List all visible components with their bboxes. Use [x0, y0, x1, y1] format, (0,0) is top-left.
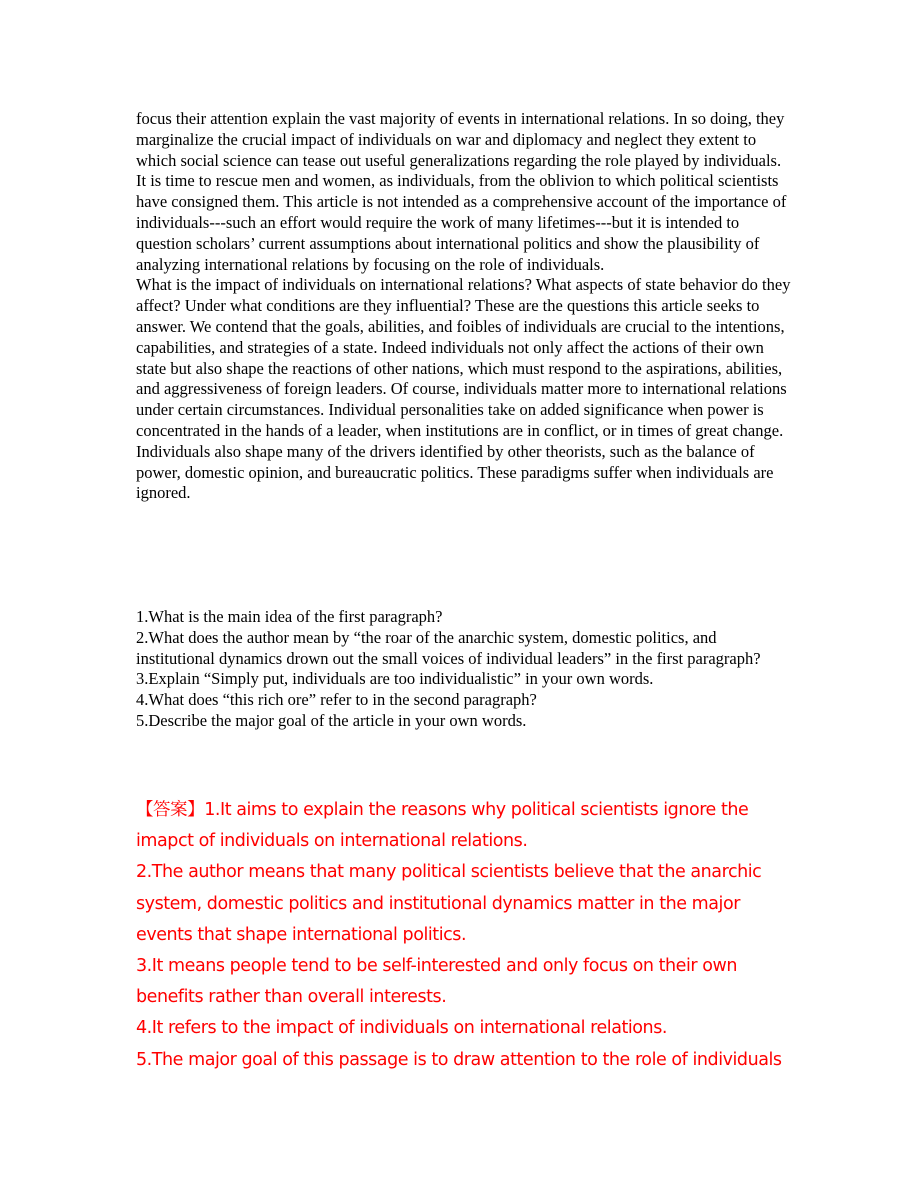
answer-1: 1.It aims to explain the reasons why political scientists ignore the imapct of individuals on international relations. [136, 800, 749, 852]
question-5: 5.Describe the major goal of the article in your own words. [136, 710, 527, 730]
answer-label: 【答案】 [136, 800, 205, 820]
answer-section [136, 795, 796, 1076]
answer-3: 3.It means people tend to be self-interested and only focus on their own benefits rather than overall interests. [136, 956, 738, 1008]
answer-4: 4.It refers to the impact of individuals on international relations. [136, 1018, 667, 1039]
answer-5: 5.The major goal of this passage is to draw attention to the role of individuals [136, 1049, 782, 1070]
question-list [136, 607, 796, 732]
question-2: 2.What does the author mean by “the roar of the anarchic system, domestic politics, and institutional dynamics drown out the small voices of individual leaders” in the first paragraph? [136, 627, 761, 668]
answer-1-line [136, 795, 796, 857]
answer-2: 2.The author means that many political scientists believe that the anarchic system, domestic politics and institutional dynamics matter in the major events that shape international politics. [136, 862, 762, 945]
passage-paragraph-3: What is the impact of individuals on international relations? What aspects of state behavior do they affect? Under what conditions are they influential? These are the questions this article seeks to answer. We contend that the goals, abilities, and foibles of individuals are crucial to the intentions, capabilities, and strategies of a state. Indeed individuals not only affect the actions of their own state but also shape the reactions of other nations, which must respond to the aspirations, abilities, and aggressiveness of foreign leaders. Of course, individuals matter more to international relations under certain circumstances. Individual personalities take on added significance when power is concentrated in the hands of a leader, when institutions are in conflict, or in times of great change. Individuals also shape many of the drivers identified by other theorists, such as the balance of power, domestic opinion, and bureaucratic politics. These paradigms suffer when individuals are ignored. [136, 275, 791, 503]
question-4: 4.What does “this rich ore” refer to in the second paragraph? [136, 690, 537, 710]
question-3: 3.Explain “Simply put, individuals are too individualistic” in your own words. [136, 669, 654, 689]
question-1: 1.What is the main idea of the first paragraph? [136, 607, 443, 626]
passage-body [136, 109, 796, 504]
passage-paragraph-2: It is time to rescue men and women, as individuals, from the oblivion to which political scientists have consigned them. This article is not intended as a comprehensive account of the importance of individuals---such an effort would require the work of many lifetimes---but it is intended to question scholars’ current assumptions about international politics and show the plausibility of analyzing international relations by focusing on the role of individuals. [136, 171, 787, 274]
passage-paragraph-1: focus their attention explain the vast majority of events in international relations. In so doing, they marginalize the crucial impact of individuals on war and diplomacy and neglect they extent to which social science can tease out useful generalizations regarding the role played by individuals. [136, 109, 785, 170]
